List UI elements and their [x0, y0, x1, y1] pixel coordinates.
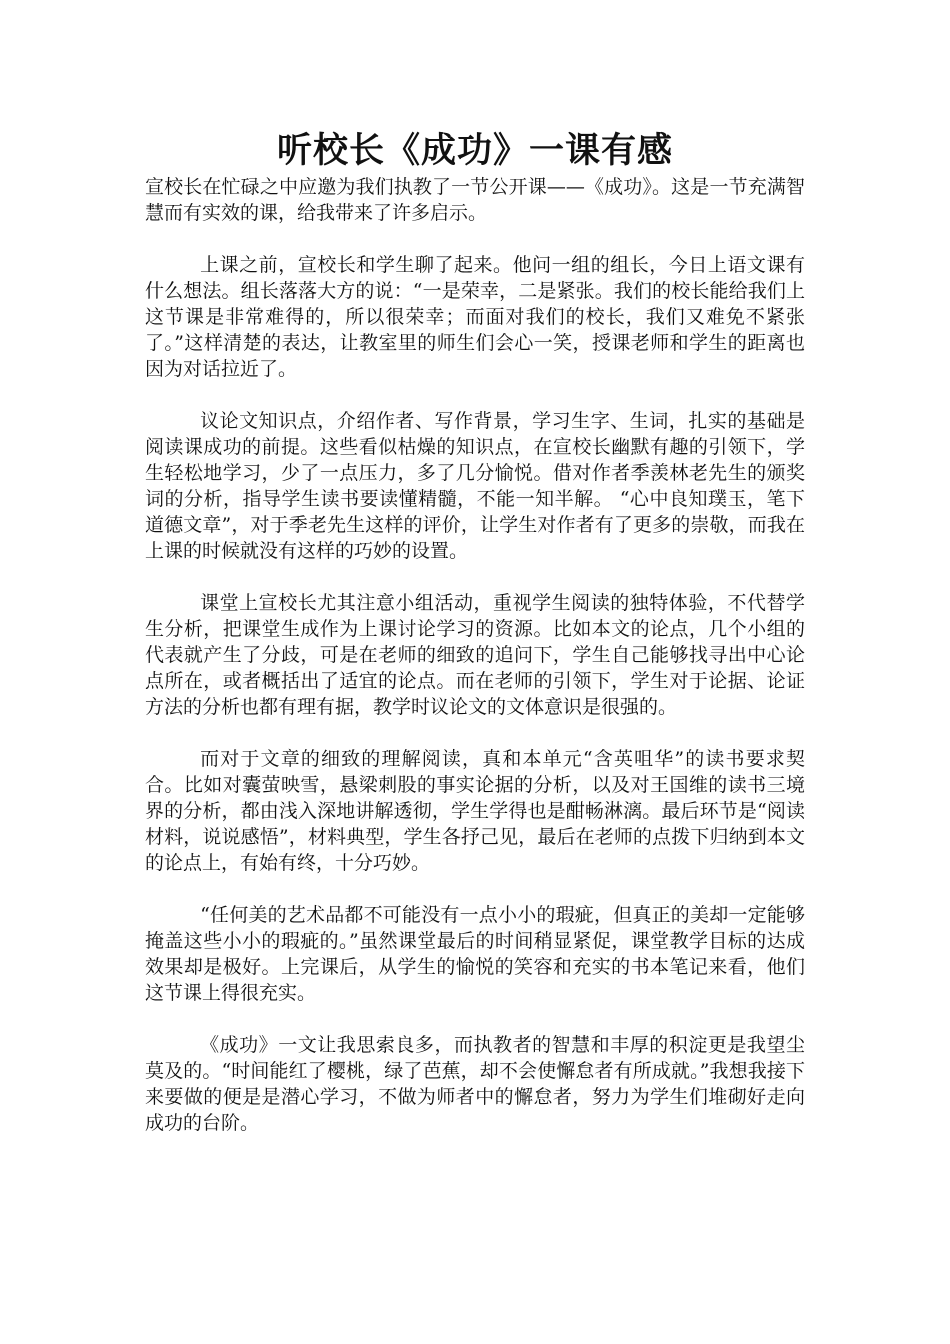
paragraph-before-class: 上课之前，宣校长和学生聊了起来。他问一组的组长，今日上语文课有什么想法。组长落落大方的说：“一是荣幸，二是紧张。我们的校长能给我们上这节课是非常难得的，所以很荣幸；而面对我们的校长，我们又难免不紧张了。”这样清楚的表达，让教室里的师生们会心一笑，授课老师和学生的距离也因为对话拉近了。 — [145, 254, 805, 380]
paragraph-group-activity: 课堂上宣校长尤其注意小组活动，重视学生阅读的独特体验，不代替学生分析，把课堂生成作为上课讨论学习的资源。比如本文的论点，几个小组的代表就产生了分歧，可是在老师的细致的追问下，学生自己能够找寻出中心论点所在，或者概括出了适宜的论点。而在老师的引领下，学生对于论据、论证方法的分析也都有理有据，教学时议论文的文体意识是很强的。 — [145, 592, 805, 718]
paragraph-intro: 宣校长在忙碌之中应邀为我们执教了一节公开课——《成功》。这是一节充满智慧而有实效的课，给我带来了许多启示。 — [145, 176, 805, 224]
paragraph-knowledge-points: 议论文知识点，介绍作者、写作背景，学习生字、生词，扎实的基础是阅读课成功的前提。这些看似枯燥的知识点，在宣校长幽默有趣的引领下，学生轻松地学习，少了一点压力，多了几分愉悦。借对作者季羡林老先生的颁奖词的分析，指导学生读书要读懂精髓，不能一知半解。 “心中良知璞玉，笔下道德文章”，对于季老先生这样的评价，让学生对作者有了更多的崇敬，而我在上课的时候就没有这样的巧妙的设置。 — [145, 410, 805, 562]
document-title: 听校长《成功》一课有感 — [276, 130, 673, 171]
paragraph-conclusion: 《成功》一文让我思索良多，而执教者的智慧和丰厚的积淀更是我望尘莫及的。“时间能红了樱桃，绿了芭蕉，却不会使懈怠者有所成就。”我想我接下来要做的便是是潜心学习，不做为师者中的懈怠者，努力为学生们堆砌好走向成功的台阶。 — [145, 1034, 805, 1134]
paragraph-detailed-reading: 而对于文章的细致的理解阅读，真和本单元“含英咀华”的读书要求契合。比如对囊萤映雪，悬梁刺股的事实论据的分析，以及对王国维的读书三境界的分析，都由浅入深地讲解透彻，学生学得也是酣畅淋漓。最后环节是“阅读材料，说说感悟”，材料典型，学生各抒己见，最后在老师的点拨下归纳到本文的论点上，有始有终，十分巧妙。 — [145, 748, 805, 874]
paragraph-art-quote: “任何美的艺术品都不可能没有一点小小的瑕疵，但真正的美却一定能够掩盖这些小小的瑕疵的。”虽然课堂最后的时间稍显紧促，课堂教学目标的达成效果却是极好。上完课后，从学生的愉悦的笑容和充实的书本笔记来看，他们这节课上得很充实。 — [145, 904, 805, 1004]
document-page — [145, 128, 805, 1136]
